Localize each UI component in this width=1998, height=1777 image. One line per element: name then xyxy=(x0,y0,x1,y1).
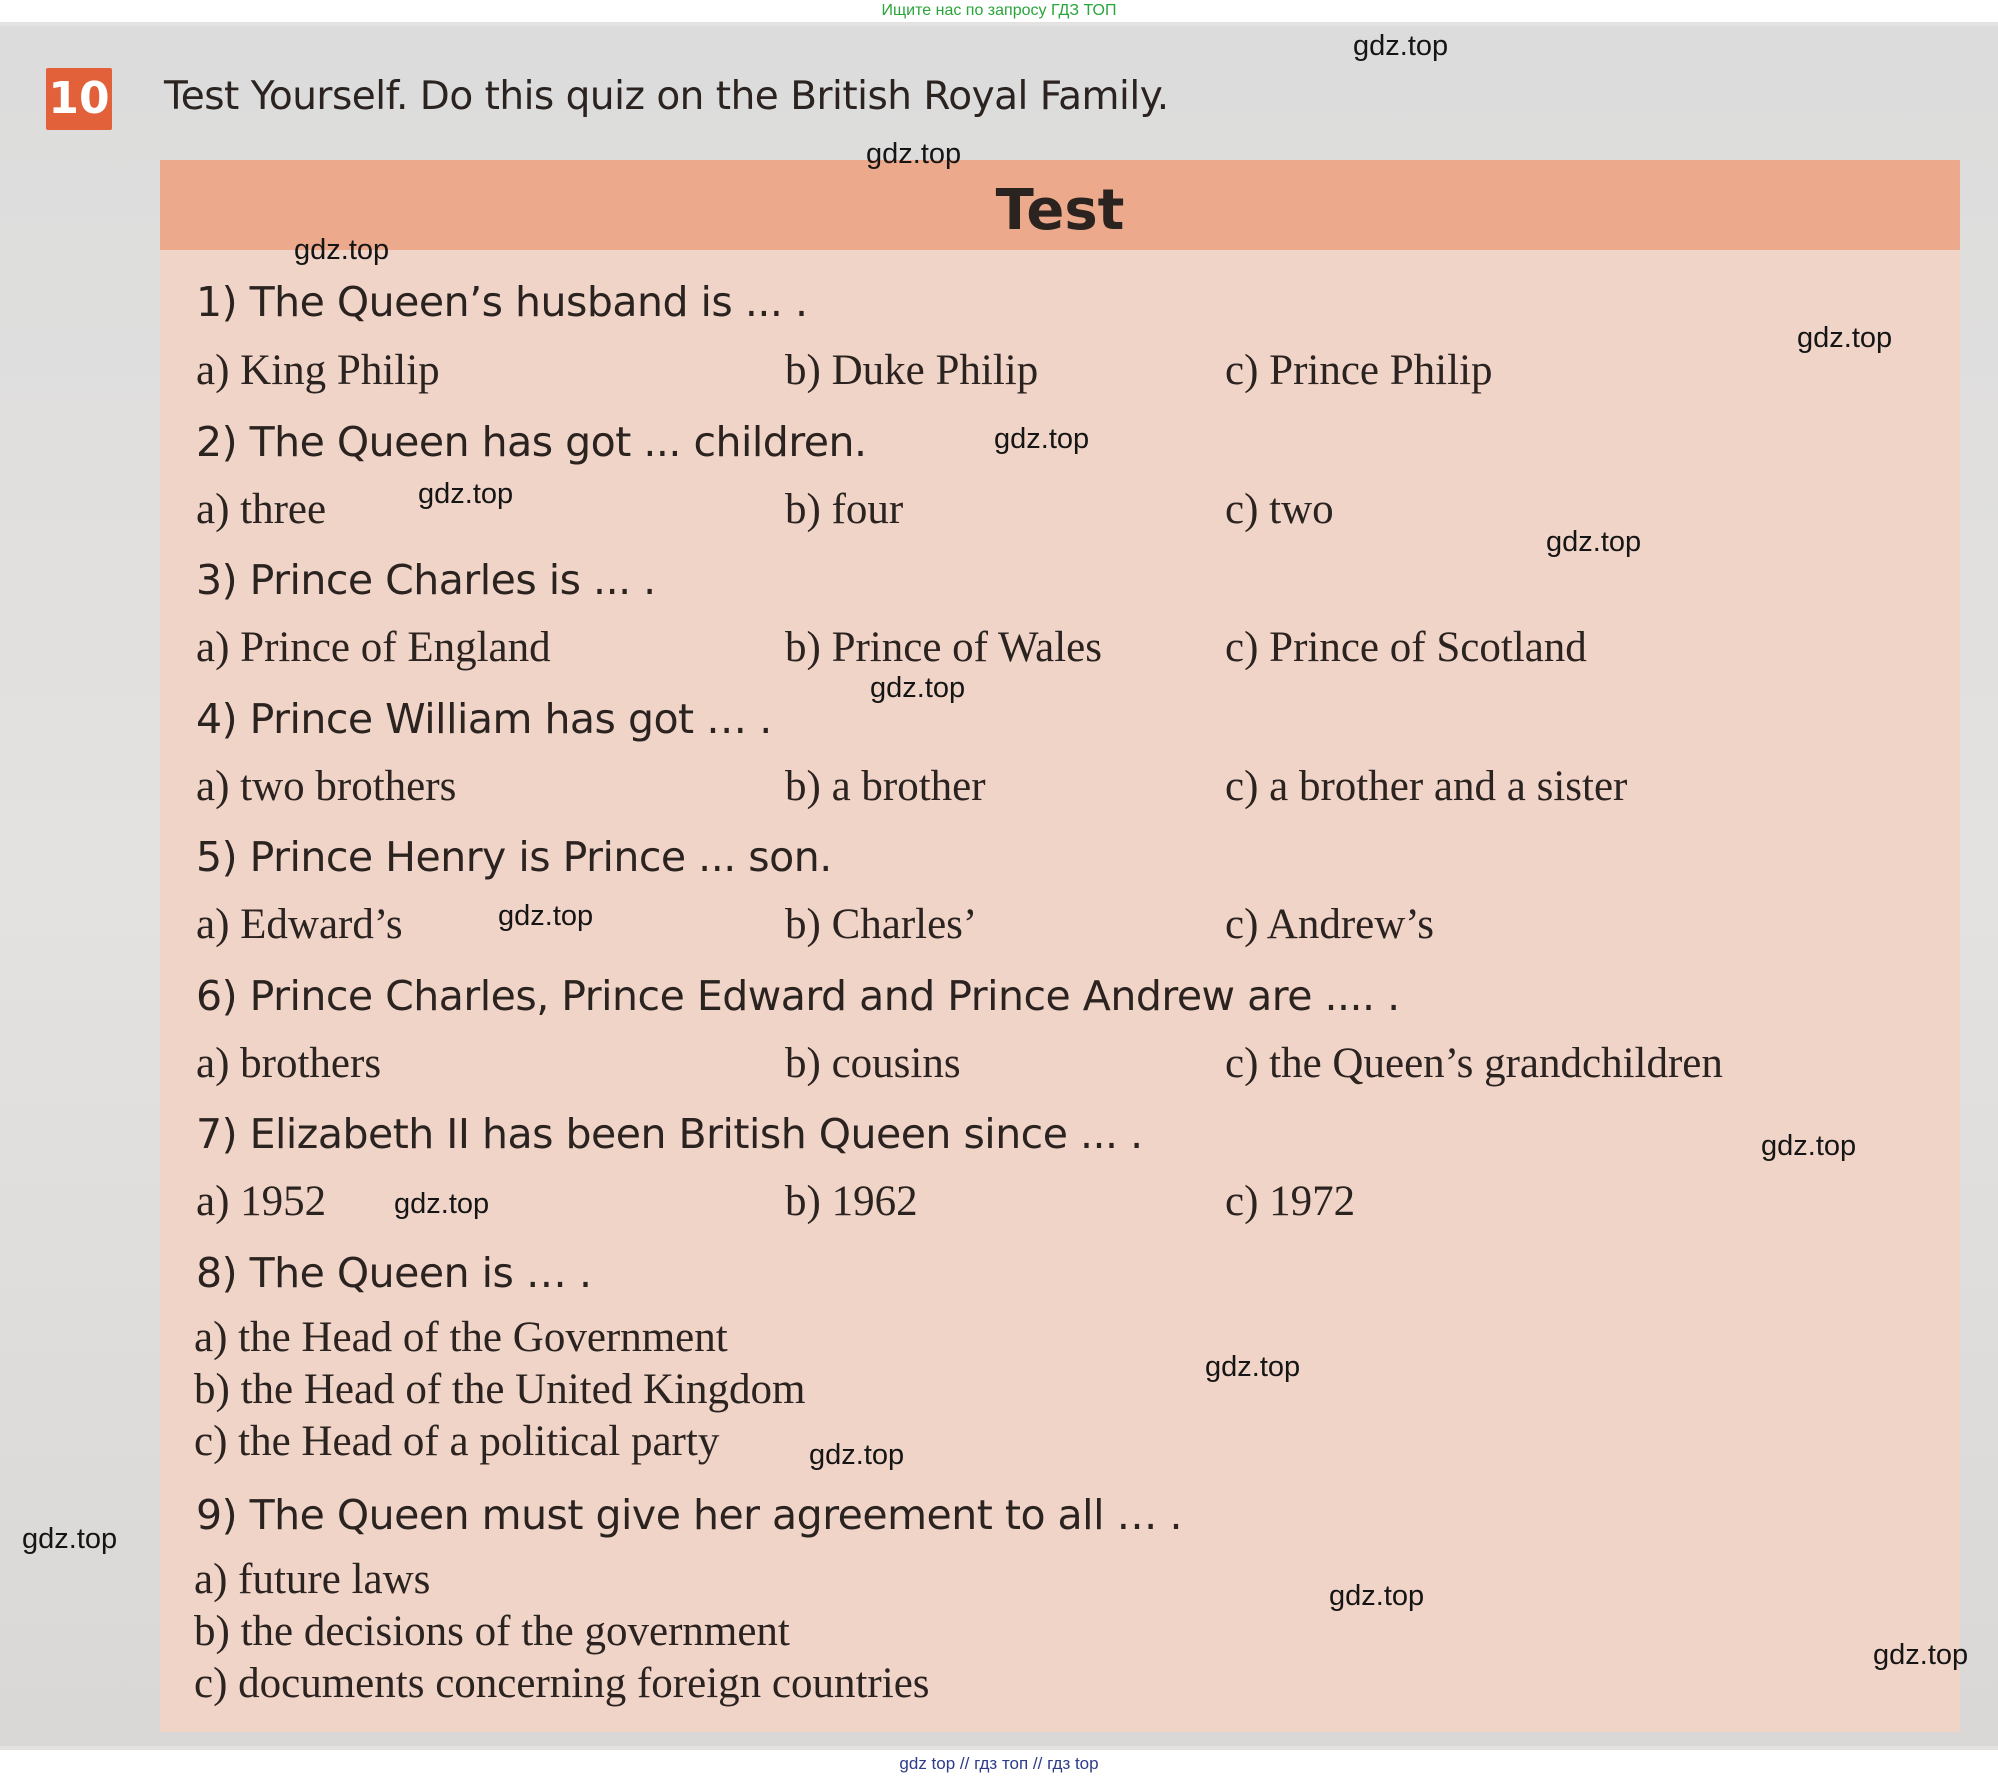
question-7-option-a: a) 1952 xyxy=(196,1178,327,1225)
question-2-option-c: c) two xyxy=(1225,486,1334,533)
question-3-option-b: b) Prince of Wales xyxy=(785,624,1102,671)
question-1-option-a: a) King Philip xyxy=(196,347,440,394)
watermark: gdz.top xyxy=(498,900,594,932)
question-6-option-c: c) the Queen’s grandchildren xyxy=(1225,1040,1723,1087)
question-8-option-a: a) the Head of the Government xyxy=(194,1314,728,1361)
watermark: gdz.top xyxy=(1329,1580,1425,1612)
question-5: 5) Prince Henry is Prince ... son. xyxy=(196,833,832,881)
question-4-option-b: b) a brother xyxy=(785,763,986,810)
watermark: gdz.top xyxy=(994,423,1090,455)
question-5-option-c: c) Andrew’s xyxy=(1225,901,1434,948)
test-title: Test xyxy=(995,178,1125,243)
exercise-instruction: Test Yourself. Do this quiz on the British Royal Family. xyxy=(164,74,1169,119)
question-4-option-c: c) a brother and a sister xyxy=(1225,763,1628,810)
test-panel xyxy=(160,160,1960,1732)
question-7-option-b: b) 1962 xyxy=(785,1178,918,1225)
question-3: 3) Prince Charles is ... . xyxy=(196,556,656,604)
question-9-option-a: a) future laws xyxy=(194,1556,431,1603)
question-9-option-c: c) documents concerning foreign countries xyxy=(194,1660,930,1707)
watermark: gdz.top xyxy=(1873,1639,1969,1671)
watermark: gdz.top xyxy=(1761,1130,1857,1162)
question-8-option-c: c) the Head of a political party xyxy=(194,1418,720,1465)
question-6-option-b: b) cousins xyxy=(785,1040,961,1087)
watermark: gdz.top xyxy=(809,1439,905,1471)
question-4: 4) Prince William has got … . xyxy=(196,695,772,743)
question-2-option-a: a) three xyxy=(196,486,327,533)
watermark: gdz.top xyxy=(22,1523,118,1555)
top-banner[interactable]: Ищите нас по запросу ГДЗ ТОП xyxy=(0,0,1998,22)
question-7: 7) Elizabeth II has been British Queen since ... . xyxy=(196,1110,1143,1158)
watermark: gdz.top xyxy=(1797,322,1893,354)
question-1-option-c: c) Prince Philip xyxy=(1225,347,1493,394)
watermark: gdz.top xyxy=(418,478,514,510)
question-9: 9) The Queen must give her agreement to all … . xyxy=(196,1491,1183,1539)
exercise-number-badge: 10 xyxy=(46,68,112,130)
question-6-option-a: a) brothers xyxy=(196,1040,382,1087)
question-7-option-c: c) 1972 xyxy=(1225,1178,1356,1225)
question-2-option-b: b) four xyxy=(785,486,904,533)
question-9-option-b: b) the decisions of the government xyxy=(194,1608,790,1655)
question-8: 8) The Queen is … . xyxy=(196,1249,592,1297)
question-1: 1) The Queen’s husband is ... . xyxy=(196,278,808,326)
question-3-option-c: c) Prince of Scotland xyxy=(1225,624,1587,671)
question-5-option-b: b) Charles’ xyxy=(785,901,978,948)
watermark: gdz.top xyxy=(870,672,966,704)
question-2: 2) The Queen has got ... children. xyxy=(196,418,867,466)
watermark: gdz.top xyxy=(394,1188,490,1220)
question-6: 6) Prince Charles, Prince Edward and Prince Andrew are .... . xyxy=(196,972,1400,1020)
watermark: gdz.top xyxy=(294,234,390,266)
question-4-option-a: a) two brothers xyxy=(196,763,457,810)
bottom-footer[interactable]: gdz top // гдз топ // гдз top xyxy=(0,1750,1998,1777)
question-3-option-a: a) Prince of England xyxy=(196,624,551,671)
test-header xyxy=(160,160,1960,250)
watermark: gdz.top xyxy=(1353,30,1449,62)
question-8-option-b: b) the Head of the United Kingdom xyxy=(194,1366,806,1413)
watermark: gdz.top xyxy=(866,138,962,170)
question-1-option-b: b) Duke Philip xyxy=(785,347,1039,394)
watermark: gdz.top xyxy=(1205,1351,1301,1383)
watermark: gdz.top xyxy=(1546,526,1642,558)
question-5-option-a: a) Edward’s xyxy=(196,901,403,948)
